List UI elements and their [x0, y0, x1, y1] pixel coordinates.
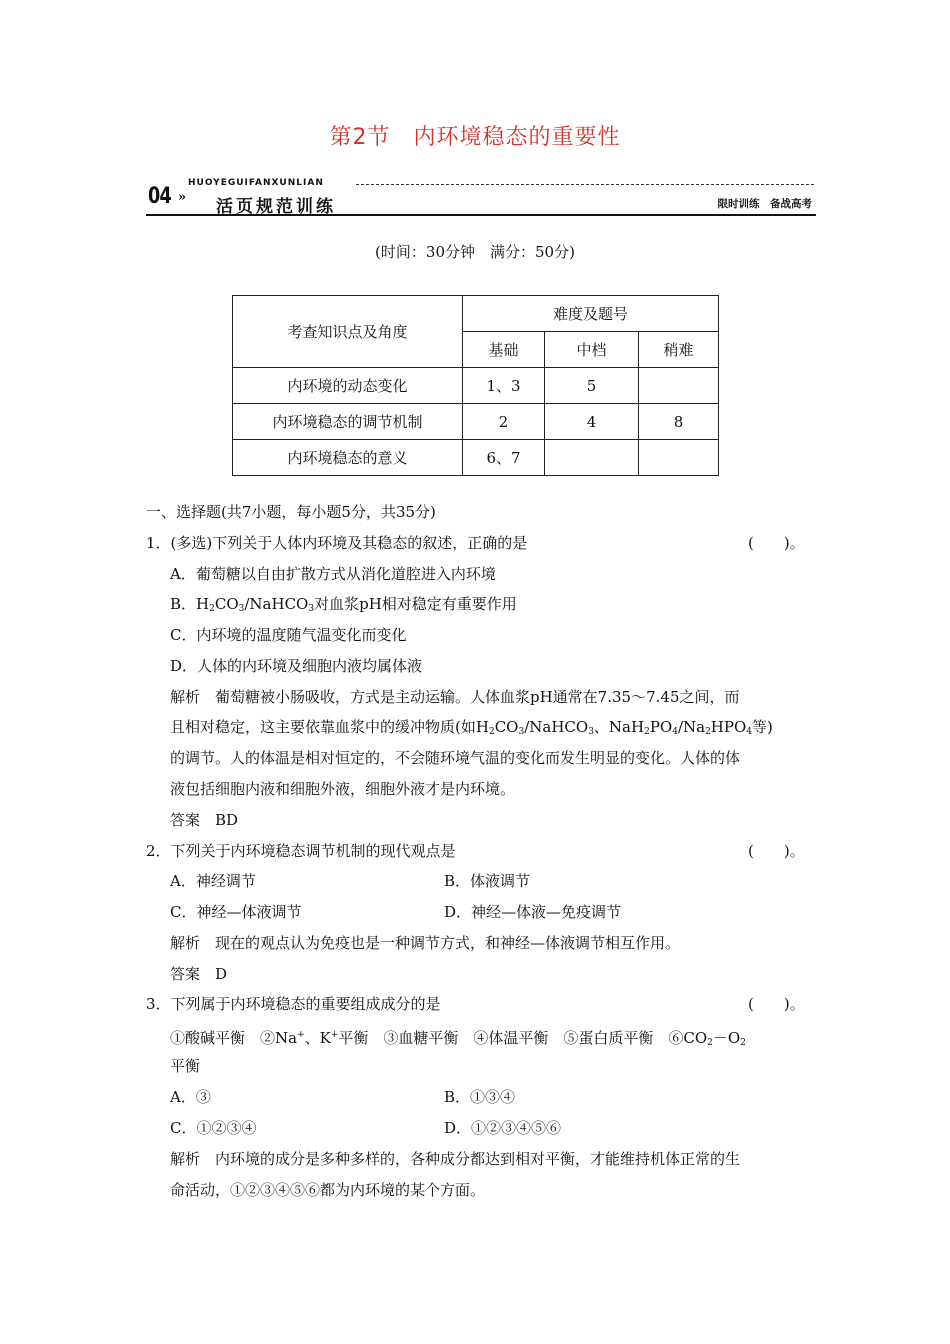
time-info: (时间：30分钟 满分：50分)	[375, 243, 575, 261]
q3-stem: 3．下列属于内环境稳态的重要组成成分的是	[146, 995, 441, 1013]
table-level: 中档	[545, 332, 639, 368]
banner-name: 活页规范训练	[216, 197, 336, 217]
banner-number: 04	[148, 184, 171, 209]
section-banner	[146, 178, 816, 218]
table-header-difficulty: 难度及题号	[463, 296, 719, 332]
table-cell: 6、7	[463, 440, 545, 476]
q3-explanation-line: 命活动，①②③④⑤⑥都为内环境的某个方面。	[170, 1181, 486, 1199]
q2-stem: 2．下列关于内环境稳态调节机制的现代观点是	[146, 842, 456, 860]
q3-items: ①酸碱平衡 ②Na+、K+平衡 ③血糖平衡 ④体温平衡 ⑤蛋白质平衡 $⑥CO_2-O_2$	[170, 1029, 746, 1048]
q1-stem: 1．(多选)下列关于人体内环境及其稳态的叙述，正确的是	[146, 534, 528, 552]
table-row	[233, 404, 719, 440]
dashed-divider	[356, 184, 814, 185]
q3-option-d: D．①②③④⑤⑥	[444, 1119, 562, 1137]
q1-explanation-line: 且相对稳定，这主要依靠血浆中的缓冲物质(如$H_2CO_3/NaHCO_3$、$NaH_2PO_4/Na_2HPO_4$等)	[170, 718, 773, 737]
table-level: 稍难	[639, 332, 719, 368]
banner-rule	[146, 214, 816, 216]
q2-explanation: 解析 现在的观点认为免疫也是一种调节方式，和神经—体液调节相互作用。	[170, 934, 681, 952]
table-cell-topic: 内环境的动态变化	[233, 368, 463, 404]
q2-option-c: C．神经—体液调节	[170, 903, 302, 921]
page-title: 第2节 内环境稳态的重要性	[329, 125, 621, 150]
section-heading: 一、选择题(共7小题，每小题5分，共35分)	[146, 503, 436, 521]
table-cell: 2	[463, 404, 545, 440]
banner-pinyin: HUOYEGUIFANXUNLIAN	[188, 178, 324, 188]
q2-option-a: A．神经调节	[170, 872, 256, 890]
table-cell	[639, 368, 719, 404]
q1-explanation-line: 液包括细胞内液和细胞外液，细胞外液才是内环境。	[170, 780, 516, 798]
q3-option-a: A．③	[170, 1088, 211, 1106]
q1-explanation-line: 的调节。人的体温是相对恒定的，不会随环境气温的变化而发生明显的变化。人体的体	[170, 749, 741, 767]
q1-option-b: B．$H_2CO_3/NaHCO_3$对血浆pH相对稳定有重要作用	[170, 595, 517, 614]
table-cell-topic: 内环境稳态的调节机制	[233, 404, 463, 440]
table-header-topic: 考查知识点及角度	[233, 296, 463, 368]
q2-option-b: B．体液调节	[444, 872, 531, 890]
table-cell	[639, 440, 719, 476]
q1-explanation-text: 且相对稳定，这主要依靠血浆中的缓冲物质(如	[170, 718, 476, 736]
q1-explanation-line: 解析 葡萄糖被小肠吸收，方式是主动运输。人体血浆pH通常在7.35～7.45之间，而	[170, 688, 740, 706]
q2-answer: 答案 D	[170, 965, 228, 983]
q3-items-continued: 平衡	[170, 1057, 201, 1075]
q3-items-text: ①酸碱平衡 ②Na	[170, 1029, 298, 1047]
chevron-icon: »	[178, 190, 187, 205]
banner-tag: 限时训练 备战高考	[717, 198, 812, 210]
q2-answer-blank: ( )。	[748, 842, 805, 860]
q1-answer-blank: ( )。	[748, 534, 805, 552]
table-row	[233, 368, 719, 404]
table-cell: 5	[545, 368, 639, 404]
q1-option-d: D．人体的内环境及细胞内液均属体液	[170, 657, 423, 675]
q1-answer: 答案 BD	[170, 811, 239, 829]
knowledge-table	[232, 295, 719, 476]
q1-option-b-label: B．	[170, 595, 197, 613]
table-cell: 8	[639, 404, 719, 440]
q3-explanation-line: 解析 内环境的成分是多种多样的，各种成分都达到相对平衡，才能维持机体正常的生	[170, 1150, 741, 1168]
q1-option-a: A．葡萄糖以自由扩散方式从消化道腔进入内环境	[170, 565, 496, 583]
table-cell-topic: 内环境稳态的意义	[233, 440, 463, 476]
q1-option-b-text: 对血浆pH相对稳定有重要作用	[314, 595, 517, 613]
table-level: 基础	[463, 332, 545, 368]
table-cell: 4	[545, 404, 639, 440]
q3-answer-blank: ( )。	[748, 995, 805, 1013]
q3-items-text: 平衡 ③血糖平衡 ④体温平衡 ⑤蛋白质平衡 ⑥CO	[338, 1029, 708, 1047]
q3-option-b: B．①③④	[444, 1088, 516, 1106]
table-cell	[545, 440, 639, 476]
q3-option-c: C．①②③④	[170, 1119, 257, 1137]
table-row	[233, 440, 719, 476]
q2-option-d: D．神经—体液—免疫调节	[444, 903, 622, 921]
q1-option-c: C．内环境的温度随气温变化而变化	[170, 626, 407, 644]
table-cell: 1、3	[463, 368, 545, 404]
